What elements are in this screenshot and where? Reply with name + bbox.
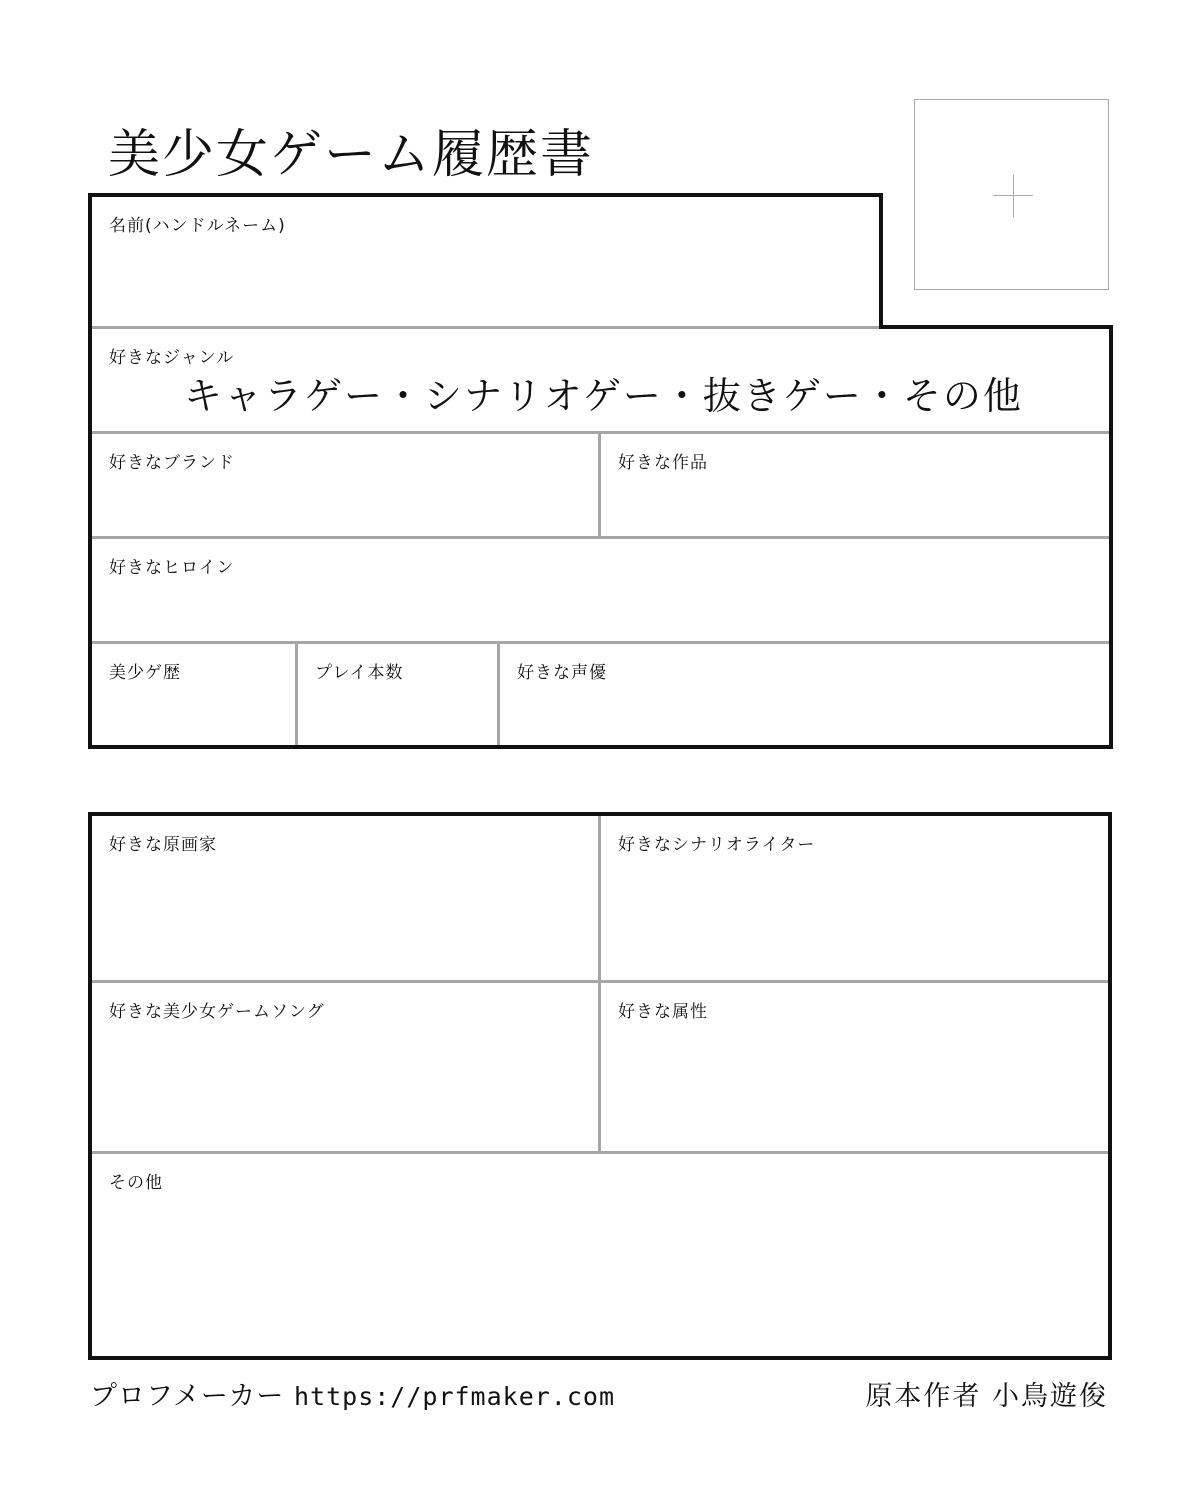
voice-actor-field[interactable] (500, 644, 1109, 745)
artist-field[interactable] (92, 816, 598, 980)
writer-label: 好きなシナリオライター (618, 835, 816, 855)
name-label: 名前(ハンドルネーム) (109, 216, 286, 236)
history-label: 美少ゲ歴 (109, 663, 181, 683)
work-label: 好きな作品 (618, 453, 708, 473)
genre-label: 好きなジャンル (109, 348, 235, 368)
brand-label: 好きなブランド (109, 453, 235, 473)
artist-label: 好きな原画家 (109, 835, 217, 855)
name-field[interactable] (92, 197, 879, 326)
voice-actor-label: 好きな声優 (517, 663, 607, 683)
attribute-field[interactable] (601, 983, 1108, 1151)
song-field[interactable] (92, 983, 598, 1151)
maker-name: プロフメーカー (90, 1381, 285, 1412)
maker-url-link[interactable]: https://prfmaker.com (293, 1382, 616, 1411)
heroine-label: 好きなヒロイン (109, 558, 235, 578)
play-count-field[interactable] (298, 644, 497, 745)
brand-field[interactable] (92, 434, 598, 536)
other-label: その他 (109, 1173, 163, 1193)
other-field[interactable] (92, 1154, 1108, 1356)
page-title: 美少女ゲーム履歴書 (108, 125, 595, 185)
footer-credit (90, 1374, 615, 1413)
author-credit: 原本作者 小鳥遊俊 (865, 1381, 1108, 1412)
history-field[interactable] (92, 644, 295, 745)
attribute-label: 好きな属性 (618, 1002, 708, 1022)
writer-field[interactable] (601, 816, 1108, 980)
genre-field[interactable] (92, 329, 1109, 431)
photo-upload-box[interactable] (914, 99, 1109, 290)
work-field[interactable] (601, 434, 1109, 536)
heroine-field[interactable] (92, 539, 1109, 641)
genre-options[interactable]: キャラゲー・シナリオゲー・抜きゲー・その他 (184, 374, 1023, 418)
song-label: 好きな美少女ゲームソング (109, 1002, 325, 1022)
play-count-label: プレイ本数 (315, 663, 404, 683)
